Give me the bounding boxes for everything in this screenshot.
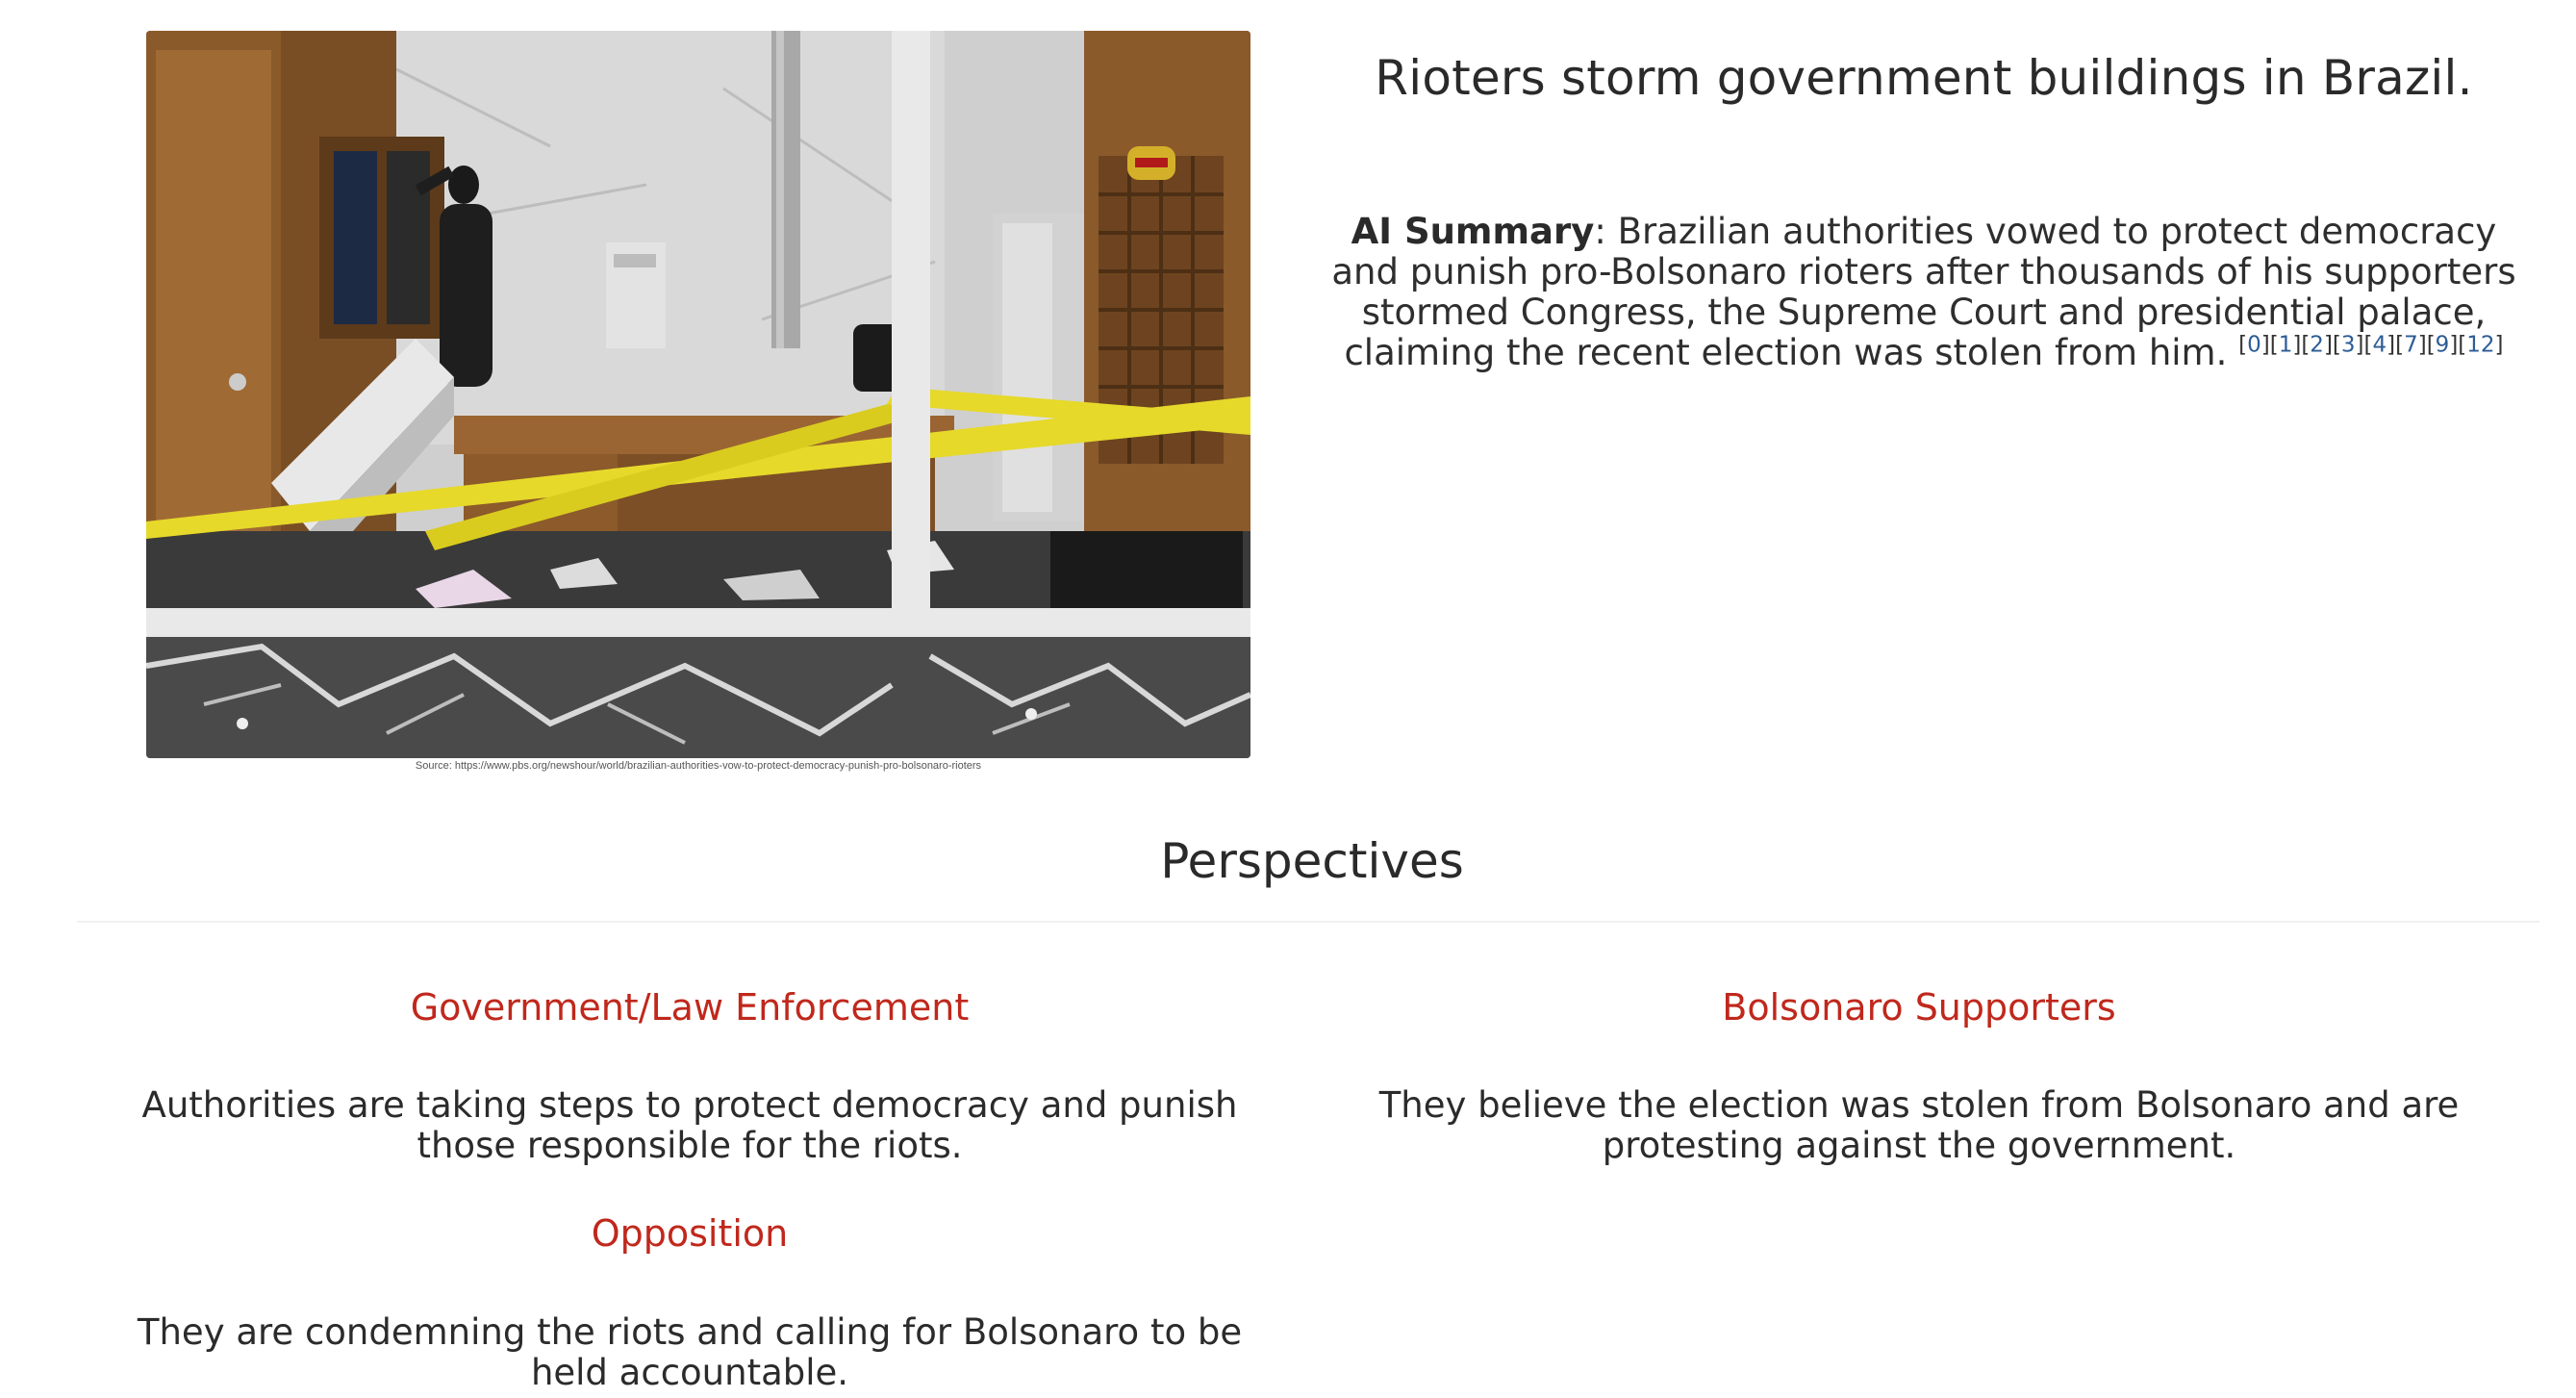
article-title: Rioters storm government buildings in Brazil.	[1375, 50, 2473, 106]
perspectives-title: Perspectives	[1160, 833, 1464, 889]
citation-link[interactable]: 2	[2310, 332, 2324, 358]
perspective-text-government: Authorities are taking steps to protect democracy and punish those responsible for the riots.	[141, 1084, 1238, 1166]
citation-link[interactable]: 3	[2340, 332, 2356, 358]
citation-link[interactable]: 0	[2247, 332, 2261, 358]
article-photo	[146, 31, 1250, 758]
ai-summary	[1318, 212, 2530, 373]
riot-scene-photo-icon	[146, 31, 1250, 758]
ai-summary-separator: :	[1594, 211, 1606, 252]
citation-refs: [0][1][2][3][4][7][9][12]	[2238, 332, 2504, 358]
perspective-heading-opposition: Opposition	[591, 1212, 789, 1255]
perspective-heading-bolsonaro-supporters: Bolsonaro Supporters	[1722, 986, 2116, 1029]
perspective-text-opposition: They are condemning the riots and calling for Bolsonaro to be held accountable.	[137, 1311, 1243, 1393]
citation-link[interactable]: 7	[2404, 332, 2418, 358]
ai-summary-text: Brazilian authorities vowed to protect democracy and punish pro-Bolsonaro rioters after thousands of his supporters stormed Congress, the Supreme Court and presidential palace, claiming the recent election was stolen from him.	[1331, 211, 2516, 373]
perspectives-divider	[77, 921, 2539, 923]
image-source-caption: Source: https://www.pbs.org/newshour/world/brazilian-authorities-vow-to-protect-democracy-punish-pro-bolsonaro-rioters	[415, 760, 982, 772]
citation-link[interactable]: 1	[2278, 332, 2293, 358]
perspective-text-bolsonaro-supporters: They believe the election was stolen from Bolsonaro and are protesting against the government.	[1378, 1084, 2460, 1166]
ai-summary-label: AI Summary	[1351, 211, 1595, 252]
citation-link[interactable]: 9	[2435, 332, 2450, 358]
citation-link[interactable]: 4	[2372, 332, 2387, 358]
perspective-heading-government: Government/Law Enforcement	[410, 986, 970, 1029]
citation-link[interactable]: 12	[2466, 332, 2495, 358]
